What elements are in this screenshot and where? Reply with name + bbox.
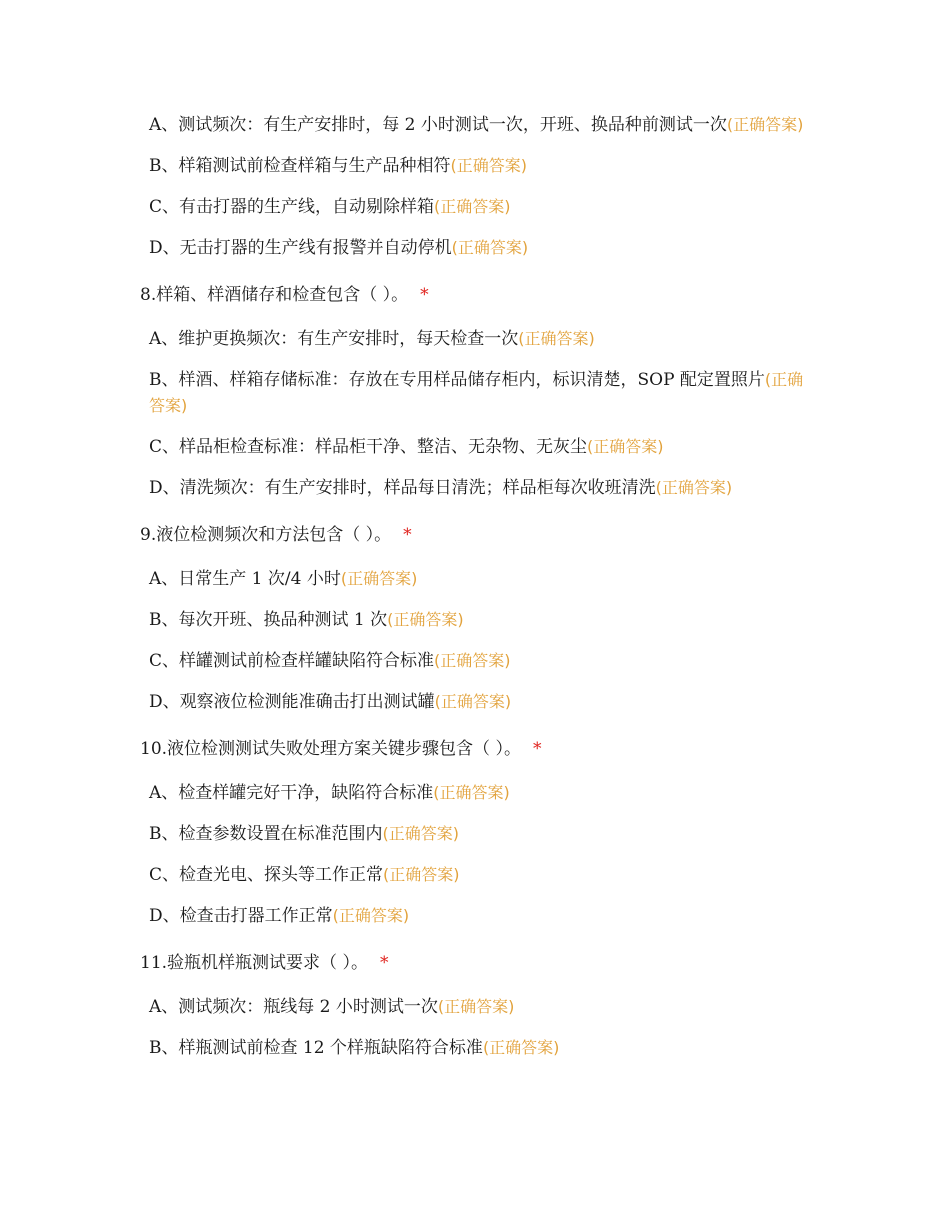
option-text: A、检查样罐完好干净，缺陷符合标准: [149, 783, 434, 803]
correct-answer-label: (正确答案): [726, 115, 804, 134]
option-item: [140, 235, 805, 261]
required-mark: *: [379, 953, 389, 973]
required-mark: *: [532, 739, 542, 759]
question-title: [140, 951, 805, 976]
option-text: C、有击打器的生产线，自动剔除样箱: [149, 197, 435, 217]
correct-answer-label: (正确答案): [450, 156, 527, 175]
option-text: A、测试频次：瓶线每 2 小时测试一次: [149, 997, 438, 1017]
correct-answer-label: (正确答案): [332, 906, 410, 925]
option-item: [140, 112, 805, 138]
correct-answer-label: (正确答案): [437, 997, 515, 1016]
correct-answer-label: (正确答案): [587, 437, 664, 456]
option-item: [140, 780, 805, 806]
question-block-10: [140, 737, 805, 929]
option-text: D、观察液位检测能准确击打出测试罐: [149, 692, 435, 712]
option-text: B、样酒、样箱存储标准：存放在专用样品储存柜内，标识清楚，SOP 配定置照片: [149, 370, 765, 390]
option-text: C、样罐测试前检查样罐缺陷符合标准: [149, 651, 435, 671]
option-text: C、样品柜检查标准：样品柜干净、整洁、无杂物、无灰尘: [149, 437, 588, 457]
correct-answer-label: (正确答案): [451, 238, 529, 257]
option-item: [140, 326, 805, 352]
correct-answer-label: (正确答案): [383, 865, 460, 884]
option-text: B、检查参数设置在标准范围内: [149, 824, 383, 844]
correct-answer-label: (正确答案): [382, 824, 459, 843]
question-block-7: [140, 112, 805, 261]
question-block-9: [140, 523, 805, 715]
option-item: [140, 648, 805, 674]
required-mark: *: [403, 525, 412, 545]
option-item: [140, 434, 805, 460]
correct-answer-label: (正确答案): [434, 692, 512, 711]
option-text: A、测试频次：有生产安排时，每 2 小时测试一次，开班、换品种前测试一次: [149, 115, 727, 135]
question-block-8: [140, 283, 805, 501]
question-title: [140, 737, 805, 762]
option-text: D、无击打器的生产线有报警并自动停机: [149, 238, 452, 258]
option-text: C、检查光电、探头等工作正常: [149, 865, 384, 885]
correct-answer-label: (正确答案): [655, 478, 733, 497]
option-text: A、维护更换频次：有生产安排时，每天检查一次: [149, 329, 519, 349]
correct-answer-label: (正确答案): [434, 651, 511, 670]
question-block-11: [140, 951, 805, 1061]
required-mark: *: [420, 285, 429, 305]
option-text: B、样瓶测试前检查 12 个样瓶缺陷符合标准: [149, 1038, 483, 1058]
option-item: [140, 689, 805, 715]
question-text: 8.样箱、样酒储存和检查包含（ ）。: [140, 285, 409, 305]
correct-answer-label: (正确答案): [340, 569, 418, 588]
option-item: [140, 566, 805, 592]
option-text: A、日常生产 1 次/4 小时: [149, 569, 341, 589]
correct-answer-label: (正确答案): [149, 370, 804, 415]
question-text: 9.液位检测频次和方法包含（ ）。: [140, 525, 392, 545]
option-item: [140, 475, 805, 501]
option-item: [140, 194, 805, 220]
option-item: [140, 607, 805, 633]
correct-answer-label: (正确答案): [433, 783, 510, 802]
question-title: [140, 283, 805, 308]
correct-answer-label: (正确答案): [387, 610, 464, 629]
option-item: [140, 862, 805, 888]
correct-answer-label: (正确答案): [482, 1038, 560, 1057]
option-item: [140, 903, 805, 929]
correct-answer-label: (正确答案): [518, 329, 595, 348]
question-text: 10.液位检测测试失败处理方案关键步骤包含（ ）。: [140, 739, 521, 759]
option-item: [140, 367, 805, 419]
question-text: 11.验瓶机样瓶测试要求（ ）。: [140, 953, 368, 973]
option-text: B、样箱测试前检查样箱与生产品种相符: [149, 156, 451, 176]
option-text: B、每次开班、换品种测试 1 次: [149, 610, 388, 630]
option-item: [140, 821, 805, 847]
option-item: [140, 1035, 805, 1061]
correct-answer-label: (正确答案): [434, 197, 511, 216]
option-item: [140, 994, 805, 1020]
option-text: D、检查击打器工作正常: [149, 906, 333, 926]
document-page: [140, 112, 805, 1076]
option-item: [140, 153, 805, 179]
question-title: [140, 523, 805, 548]
option-text: D、清洗频次：有生产安排时，样品每日清洗；样品柜每次收班清洗: [149, 478, 656, 498]
